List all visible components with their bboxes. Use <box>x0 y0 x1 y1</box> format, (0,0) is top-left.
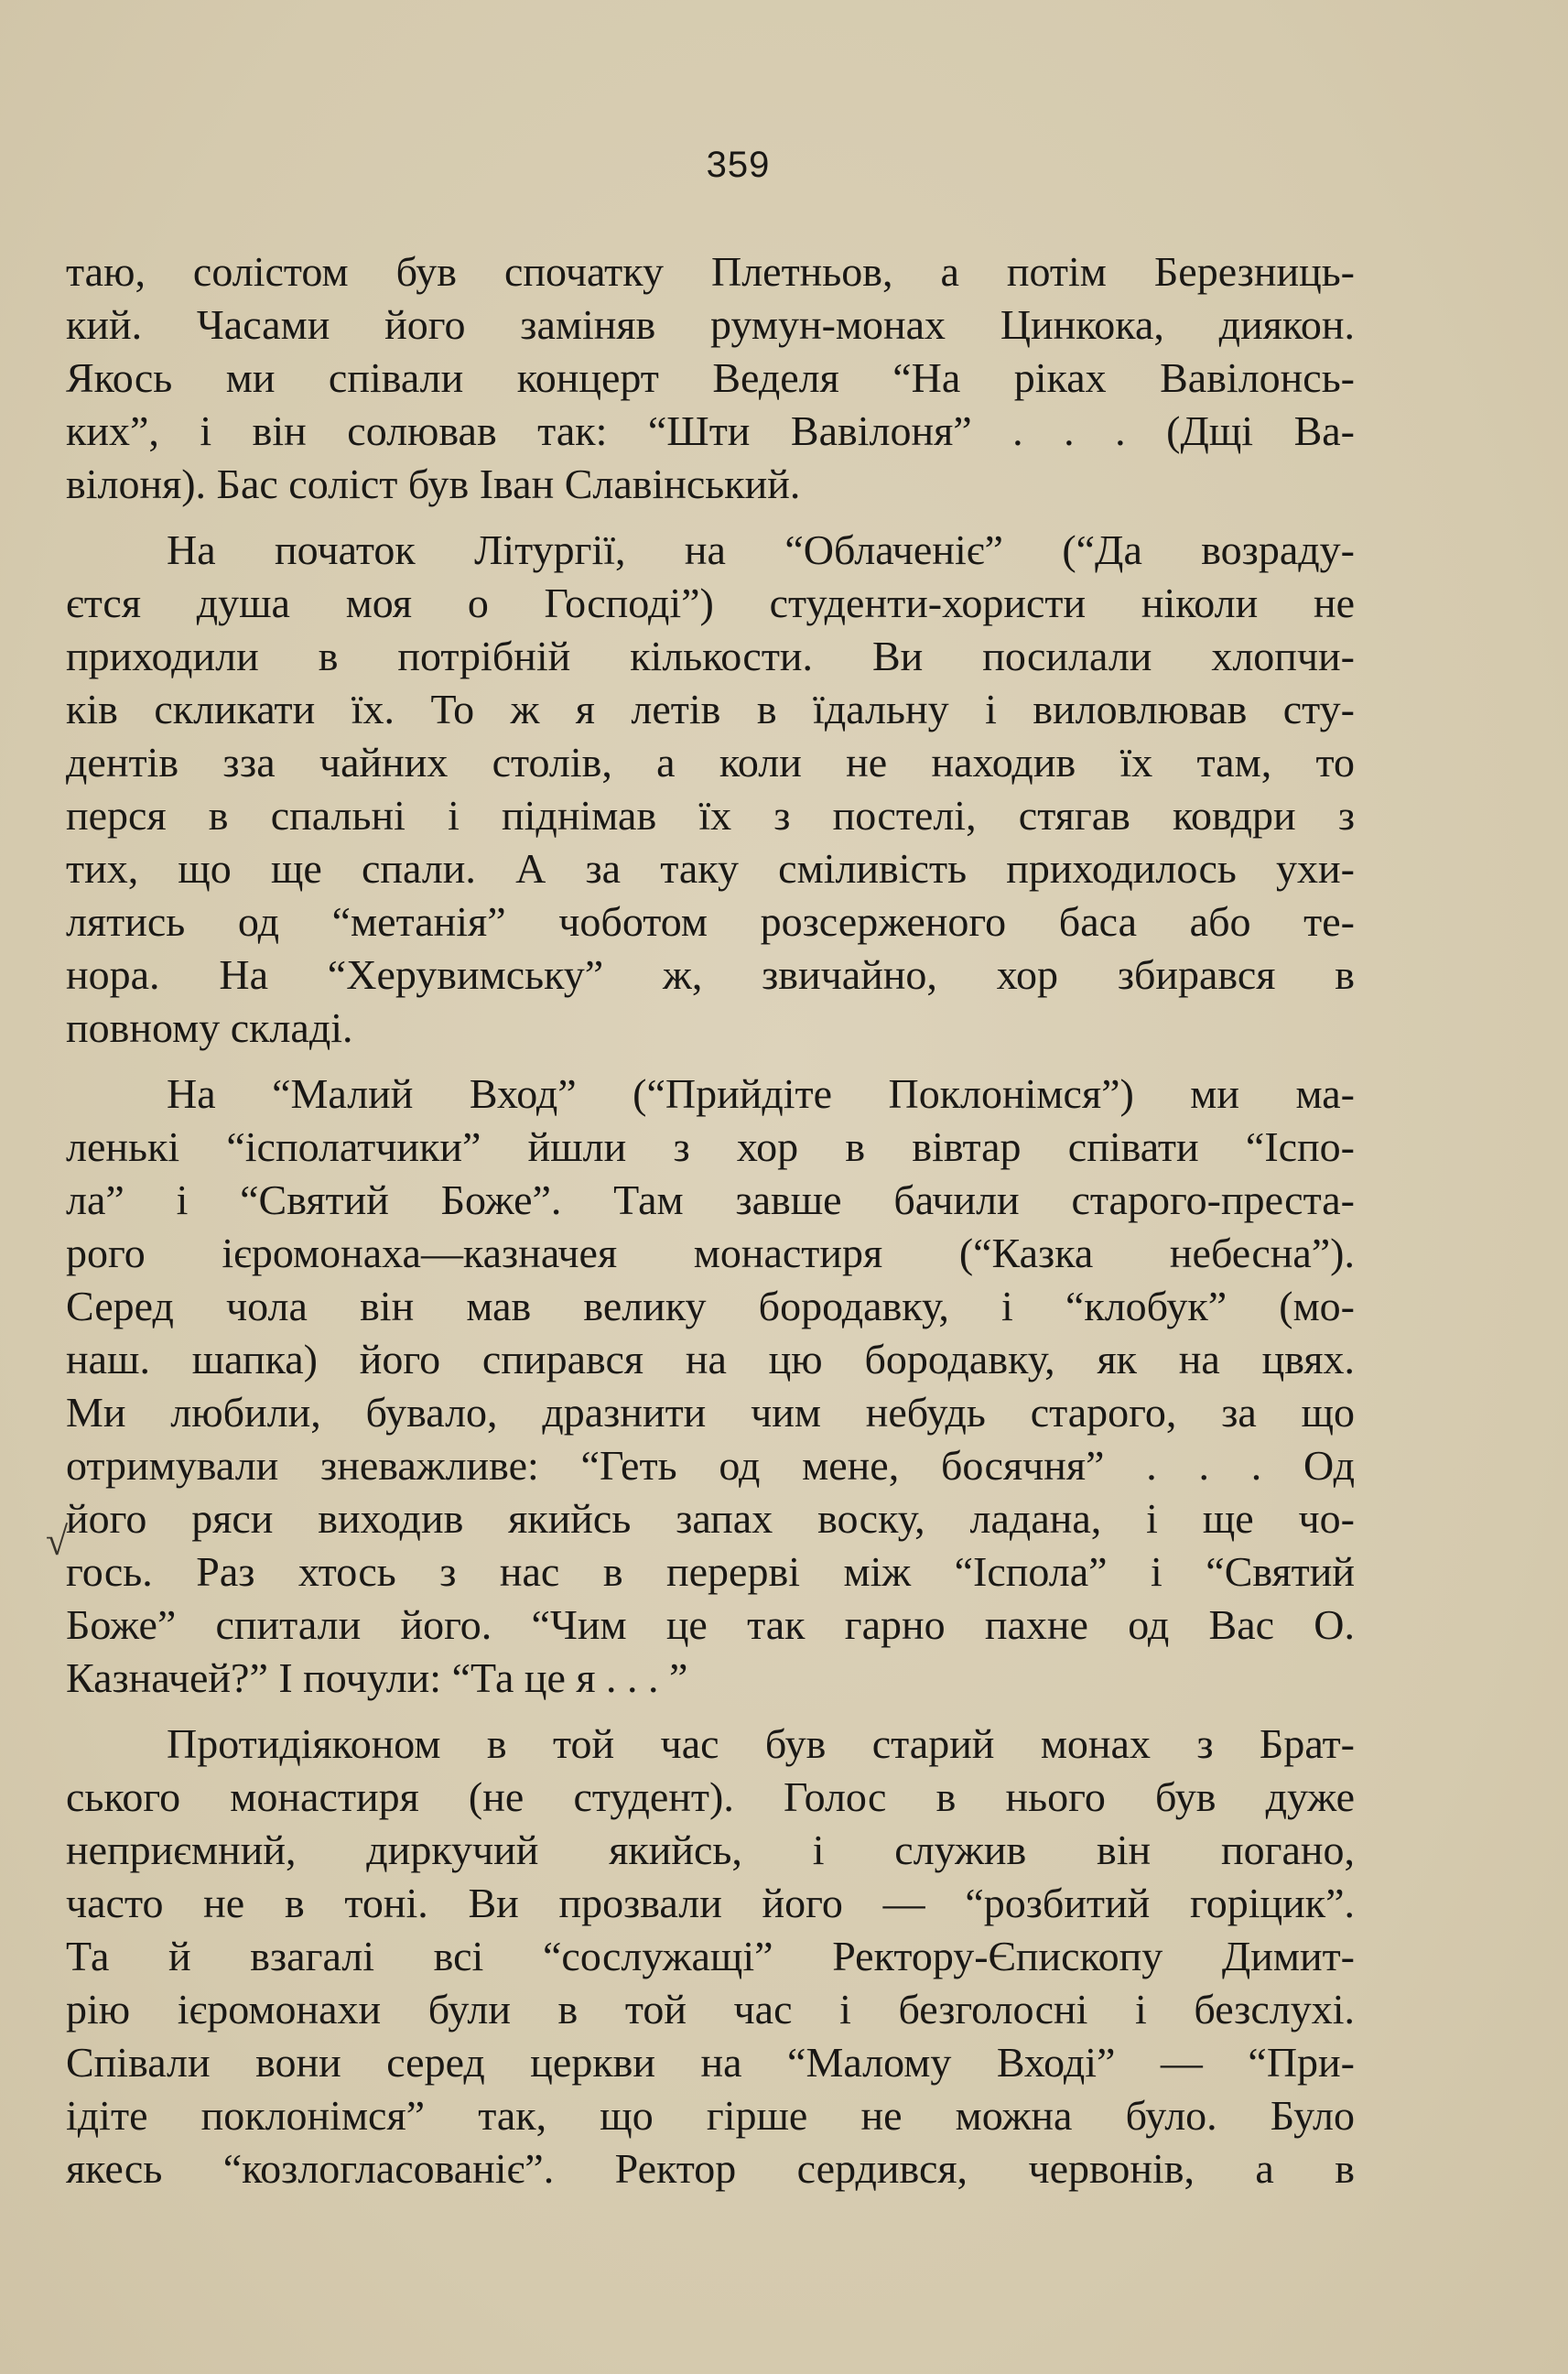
text-line: рію ієромонахи були в той час і безголосні і безслухі. <box>66 1986 1355 2033</box>
text-line: неприємний, диркучий якийсь, і служив він погано, <box>66 1827 1355 1873</box>
text-line: приходили в потрібній кількости. Ви посилали хлопчи- <box>66 633 1355 679</box>
paragraph <box>66 1718 1355 2195</box>
text-line: гось. Раз хтось з нас в перерві між “Ісполa” і “Святий <box>66 1548 1355 1595</box>
text-line: ків скликати їх. То ж я летів в їдальну і виловлював сту- <box>66 686 1355 732</box>
text-line: ського монастиря (не студент). Голос в нього був дуже <box>66 1773 1355 1820</box>
text-line: Протидіяконом в той час був старий монах з Брат- <box>167 1720 1355 1767</box>
text-line: Серед чола він мав велику бородавку, і “клобук” (мо- <box>66 1283 1355 1329</box>
text-line: ла” і “Святий Боже”. Там завше бачили старого-преста- <box>66 1176 1355 1223</box>
text-line: отримували зневажливе: “Геть од мене, босячня” . . . Од <box>66 1442 1355 1489</box>
text-line: таю, солістом був спочатку Плетньов, а потім Березниць- <box>66 248 1355 295</box>
paragraph <box>66 1068 1355 1705</box>
text-line: вілоня). Бас соліст був Іван Славінський. <box>66 461 801 507</box>
text-line: перся в спальні і піднімав їх з постелі, стягав ковдри з <box>66 792 1355 839</box>
text-line: кий. Часами його заміняв румун-монах Цинкока, диякон. <box>66 301 1355 348</box>
text-line: Та й взагалі всі “сослужащі” Ректору-Єпископу Димит- <box>66 1933 1355 1979</box>
text-line: якесь “козлогласованіє”. Ректор сердився, червонів, а в <box>66 2145 1355 2192</box>
text-line: його ряси виходив якийсь запах воску, ладана, і ще чо- <box>66 1495 1355 1542</box>
text-line: ких”, і він солював так: “Шти Вавілоня” . . . (Дщі Ва- <box>66 407 1355 454</box>
text-line: Співали вони серед церкви на “Малому Вході” — “При- <box>66 2039 1355 2086</box>
text-line: нора. На “Херувимську” ж, звичайно, хор збирався в <box>66 951 1355 998</box>
text-line: На початок Літургії, на “Облаченіє” (“Да возраду- <box>167 526 1355 573</box>
text-line: дентів зза чайних столів, а коли не находив їх там, то <box>66 739 1355 786</box>
text-line: тих, що ще спали. А за таку сміливість приходилось ухи- <box>66 845 1355 892</box>
body-text <box>66 245 1355 2195</box>
text-line: рого ієромонаха—казначея монастиря (“Казка небесна”). <box>66 1230 1355 1276</box>
text-line: Казначей?” І почули: “Та це я . . . ” <box>66 1654 688 1701</box>
margin-check-mark: √ <box>46 1519 69 1564</box>
page-number: 359 <box>706 145 771 185</box>
text-line: На “Малий Вход” (“Прийдіте Поклонімся”) ми ма- <box>167 1070 1355 1117</box>
text-line: ідіте поклонімся” так, що гірше не можна було. Було <box>66 2092 1355 2139</box>
text-line: часто не в тоні. Ви прозвали його — “розбитий горіцик”. <box>66 1880 1355 1926</box>
text-line: Якось ми співали концерт Веделя “На ріках Вавілонсь- <box>66 354 1355 401</box>
text-line: ленькі “ісполатчики” йшли з хор в вівтар співати “Іспо- <box>66 1123 1355 1170</box>
text-line: лятись од “метанія” чоботом розсерженого баса або те- <box>66 898 1355 945</box>
paragraph <box>66 245 1355 511</box>
paragraph <box>66 524 1355 1055</box>
text-line: Ми любили, бувало, дразнити чим небудь старого, за що <box>66 1389 1355 1436</box>
text-line: єтся душа моя о Господі”) студенти-хористи ніколи не <box>66 580 1355 626</box>
text-line: Боже” спитали його. “Чим це так гарно пахне од Вас О. <box>66 1601 1355 1648</box>
text-line: повному складі. <box>66 1004 353 1051</box>
text-line: наш. шапка) його спирався на цю бородавку, як на цвях. <box>66 1336 1355 1382</box>
